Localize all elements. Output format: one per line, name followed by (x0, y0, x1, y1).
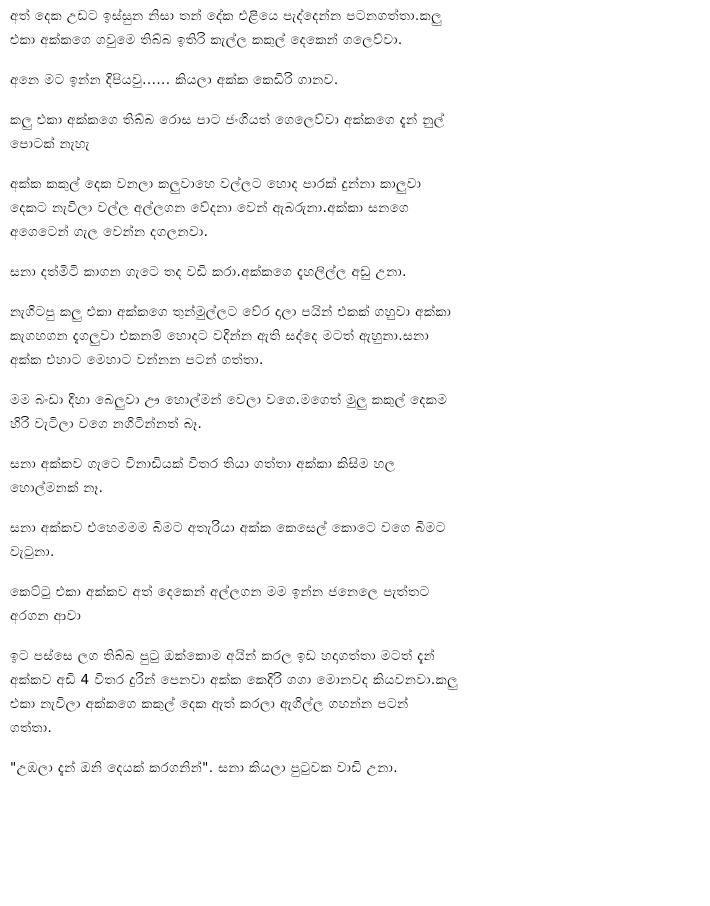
text-line: "උඹලා දැන් ඔනි දෙයක් කරගනින්". සනා කියලා පුටුවක වාඩි උනා. (10, 760, 398, 776)
paragraph-12 (10, 756, 702, 780)
text-line: සනා අක්කව ගැටෙ විනාඩියක් විතර තියා ගත්තා අක්කා කිසිම හල (10, 456, 396, 472)
paragraph-2 (10, 68, 702, 92)
paragraph-3 (10, 108, 702, 156)
text-line: අක්ක කකුල් දෙක වනලා කලුවාහෙ වල්ලට හොද පාරක් දුන්නා කාලුවා (10, 176, 422, 192)
text-line: අරගන ආවා (10, 608, 82, 624)
paragraph-5 (10, 260, 702, 284)
text-line: මම බංඩා දිහා බෙලුවා ඌ හොල්මන් වෙලා වගෙ.මගෙත් මුලු කකුල් දෙකම (10, 392, 448, 408)
text-line: කැගහගන දැගලුවා එකනම් හොදට වදින්න ඇති සද්දෙ මටත් ඇහුනා.සනා (10, 328, 430, 344)
text-line: කලු එකා අක්කගෙ තිබ්බ රොස පාට ජංගියත් ගෙලෙව්වා අක්කගෙ දැන් නුල් (10, 112, 445, 128)
text-line: හොල්මනක් නෑ. (10, 480, 104, 496)
paragraph-6 (10, 300, 702, 372)
text-line: අක්ක එහාට මෙහාට වන්නන පටන් ගත්තා. (10, 352, 264, 368)
document-body (10, 4, 702, 780)
paragraph-1 (10, 4, 702, 52)
text-line: පොටක් නැහැ (10, 136, 90, 152)
paragraph-7 (10, 388, 702, 436)
text-line: සනා දත්මිටි කාගන ගැටෙ තද වඩි කරා.අක්කගෙ දැහලිල්ල අඩු උනා. (10, 264, 407, 280)
text-line: නැගිටපු කලු එකා අක්කගෙ තුන්මුල්ලට වේර දාලා පයින් එකක් ගහුවා අක්කා (10, 304, 452, 320)
paragraph-8 (10, 452, 702, 500)
paragraph-11 (10, 644, 702, 740)
text-line: දෙකට නැවිලා වල්ල අල්ලගන වේදනා වෙන් ඇබරුනා.අක්කා සනගෙ (10, 200, 410, 216)
text-line: අක්කව අඩි 4 විතර දුරින් පෙනවා අක්ක කෙදිරි ගගා මොනවද කියවනවා.කලු (10, 672, 458, 688)
text-line: එකා නැවිලා අක්කගෙ කකුල් දෙක ඇත් කරලා ඇගිල්ල ගහන්න පටන් (10, 696, 409, 712)
text-line: ගත්තා. (10, 720, 53, 736)
text-line: වැටුනා. (10, 544, 55, 560)
text-line: ඉට පස්සෙ ලග තිබ්බ පුටු ඔක්කොම අයින් කරල ඉඩ හදාගත්තා මටත් දැන් (10, 648, 436, 664)
paragraph-9 (10, 516, 702, 564)
text-line: අනෙ මට ඉන්න දිපියවු...... කියලා අක්ක කෙඩිරි ගානව. (10, 72, 339, 88)
text-line: එකා අක්කගෙ ගවුමෙ තිබ්බ ඉතිරි කැල්ල කකුල් දෙකෙන් ගලෙව්වා. (10, 32, 403, 48)
text-line: අත් දෙක උඩට ඉස්සුන නිසා තන් දේක එළියෙ පැද්දෙන්න පටනගත්තා.කලු (10, 8, 442, 24)
text-line: කෙට්ටු එකා අක්කව අත් දෙකෙන් අල්ලගන මම ඉන්න ජනෙලෙ පැත්තට (10, 584, 430, 600)
text-line: අගෙටෙන් ගැල වෙන්න දගලනවා. (10, 224, 209, 240)
text-line: සනා අක්කව එහෙමමම බිමට අතැරියා අක්ක කෙසෙල් කොටෙ වගෙ බිමට (10, 520, 446, 536)
paragraph-4 (10, 172, 702, 244)
paragraph-10 (10, 580, 702, 628)
text-line: හිරි වැටිලා වගෙ නගිටින්නත් බෑ. (10, 416, 203, 432)
